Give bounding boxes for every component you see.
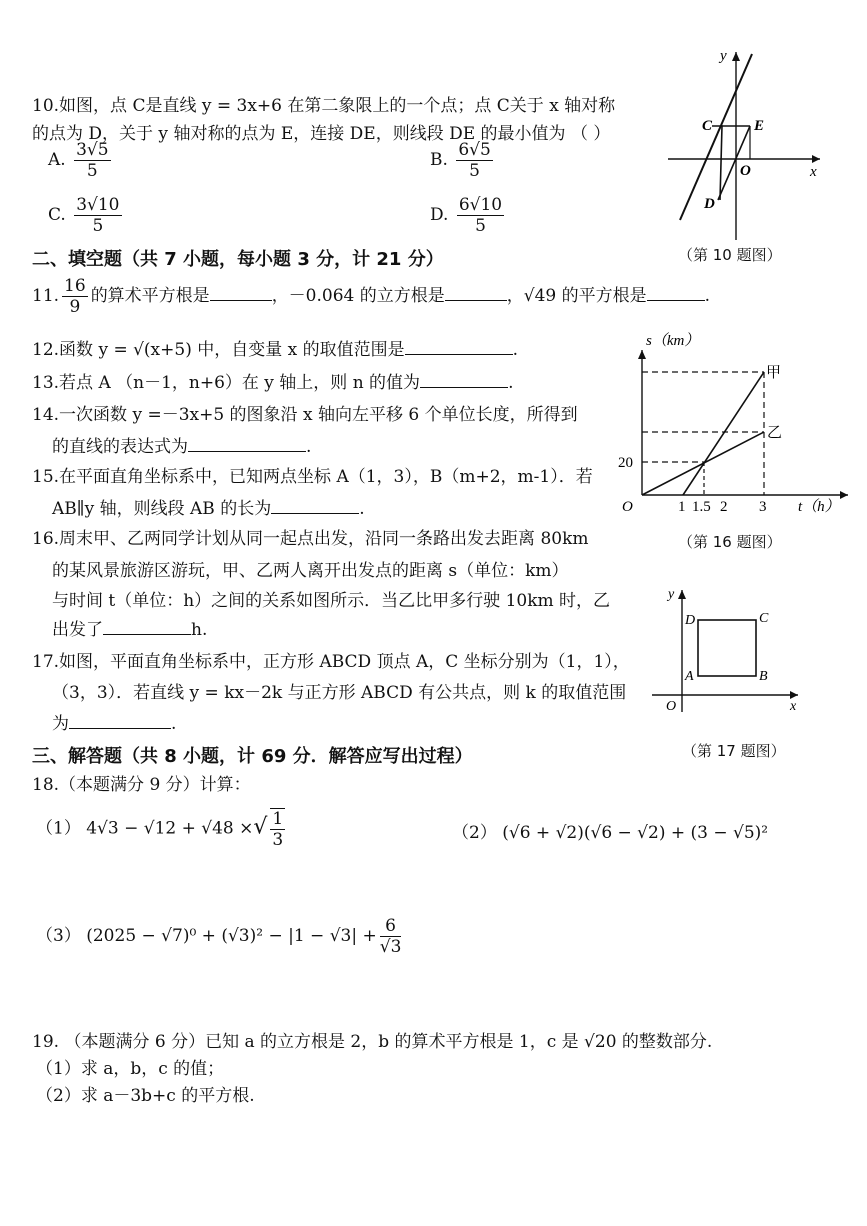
section-3-title: 三、解答题（共 8 小题，计 69 分．解答应写出过程） [32, 746, 473, 767]
q10-line2: 的点为 D，关于 y 轴对称的点为 E，连接 DE，则线段 DE 的最小值为 （ ） [32, 124, 611, 144]
square-abcd [698, 620, 756, 676]
answer-blank[interactable] [405, 338, 513, 355]
label-b: B [759, 669, 768, 684]
label-jia: 甲 [766, 365, 782, 381]
label-t: t（h） [798, 499, 840, 515]
tick-1: 1 [678, 499, 686, 515]
option-label: A. [48, 150, 66, 170]
q14-line1: 14.一次函数 y =－3x+5 的图象沿 x 轴向左平移 6 个单位长度，所得到 [32, 405, 578, 425]
label-a: A [685, 669, 694, 684]
answer-blank[interactable] [69, 712, 171, 729]
q18-part1: （1） 4√3 − √12 + √48 ×√ $\frac{1}{3}$ [36, 809, 284, 850]
answer-blank[interactable] [445, 284, 507, 301]
answer-blank[interactable] [188, 435, 306, 452]
answer-blank[interactable] [271, 497, 359, 514]
q17-line3: 为 . [52, 714, 177, 734]
answer-blank[interactable] [420, 371, 508, 388]
label-x: x [790, 699, 797, 714]
option-label: D. [430, 205, 449, 225]
q15-line2: AB∥y 轴，则线段 AB 的长为 . [52, 499, 365, 519]
answer-blank[interactable] [103, 618, 191, 635]
q11: 11. $\frac{16}{9}$ 的算术平方根是 ，－0.064 的立方根是 ，√49 的平方根是 . [32, 276, 711, 317]
q19-line2: （1）求 a，b，c 的值； [36, 1059, 225, 1079]
q13: 13.若点 A （n－1，n+6）在 y 轴上，则 n 的值为 . [32, 373, 514, 393]
tick-2: 2 [720, 499, 728, 515]
label-x: x [810, 164, 817, 180]
q17-line1: 17.如图，平面直角坐标系中，正方形 ABCD 顶点 A，C 坐标分别为（1，1）， [32, 652, 630, 672]
fraction: $\frac{3√10}{5}$ [76, 195, 120, 236]
q10-option-a[interactable] [48, 140, 114, 181]
answer-blank[interactable] [210, 284, 272, 301]
q10-option-b[interactable] [430, 140, 496, 181]
answer-blank[interactable] [647, 284, 705, 301]
label-e: E [754, 118, 765, 134]
fraction: $\frac{6√10}{5}$ [458, 195, 503, 236]
label-c: C [759, 611, 769, 626]
q16-caption: （第 16 题图） [678, 533, 782, 551]
label-o: O [740, 163, 751, 179]
label-o: O [622, 499, 633, 515]
q18-part2: （2） (√6 + √2)(√6 − √2) + (3 − √5)² [452, 823, 769, 843]
label-d: D [704, 196, 715, 212]
line-y-3x-6 [680, 54, 752, 220]
q10-caption: （第 10 题图） [678, 246, 782, 264]
label-c: C [702, 118, 713, 134]
q19-line1: 19. （本题满分 6 分）已知 a 的立方根是 2，b 的算术平方根是 1，c 是 √20 的整数部分. [32, 1032, 713, 1052]
label-s: s（km） [646, 333, 700, 349]
option-label: B. [430, 150, 448, 170]
label-y: y [668, 587, 675, 602]
tick-1-5: 1.5 [692, 499, 711, 515]
line-yi [642, 432, 764, 495]
option-label: C. [48, 205, 66, 225]
fraction: $\frac{6√5}{5}$ [458, 140, 491, 181]
fraction: $\frac{3√5}{5}$ [76, 140, 109, 181]
q17-caption: （第 17 题图） [682, 742, 786, 760]
q18-part3: （3） (2025 − √7)⁰ + (√3)² − |1 − √3| + $\frac{6}{√3}$ [36, 916, 402, 957]
label-yi: 乙 [767, 425, 783, 441]
q17-line2: （3，3）．若直线 y = kx－2k 与正方形 ABCD 有公共点，则 k 的取值范围 [52, 683, 627, 703]
q12: 12.函数 y = √(x+5) 中，自变量 x 的取值范围是 . [32, 340, 519, 360]
tick-3: 3 [759, 499, 767, 515]
q10-figure [660, 40, 840, 245]
q16-line2: 的某风景旅游区游玩，甲、乙两人离开出发点的距离 s（单位：km） [52, 561, 569, 581]
label-20: 20 [618, 455, 633, 471]
q17-figure [648, 578, 818, 718]
q10-option-c[interactable] [48, 195, 125, 236]
label-d: D [685, 613, 696, 628]
q14-line2: 的直线的表达式为 . [52, 437, 312, 457]
q16-line3: 与时间 t（单位：h）之间的关系如图所示．当乙比甲多行驶 10km 时，乙 [52, 591, 611, 611]
label-o: O [666, 699, 677, 714]
q18-head: 18.（本题满分 9 分）计算： [32, 775, 251, 795]
q16-line4: 出发了 h. [52, 620, 208, 640]
q19-line3: （2）求 a－3b+c 的平方根. [36, 1086, 255, 1106]
section-2-title: 二、填空题（共 7 小题，每小题 3 分，计 21 分） [32, 249, 444, 270]
line-jia [683, 372, 764, 495]
q10-line1: 10.如图，点 C是直线 y = 3x+6 在第二象限上的一个点；点 C关于 x 轴对称 [32, 96, 616, 116]
q15-line1: 15.在平面直角坐标系中，已知两点坐标 A（1，3），B（m+2，m-1）．若 [32, 467, 593, 487]
label-y: y [720, 48, 727, 64]
q10-option-d[interactable] [430, 195, 507, 236]
q16-line1: 16.周末甲、乙两同学计划从同一起点出发，沿同一条路出发去距离 80km [32, 529, 589, 549]
q16-figure [612, 330, 862, 530]
